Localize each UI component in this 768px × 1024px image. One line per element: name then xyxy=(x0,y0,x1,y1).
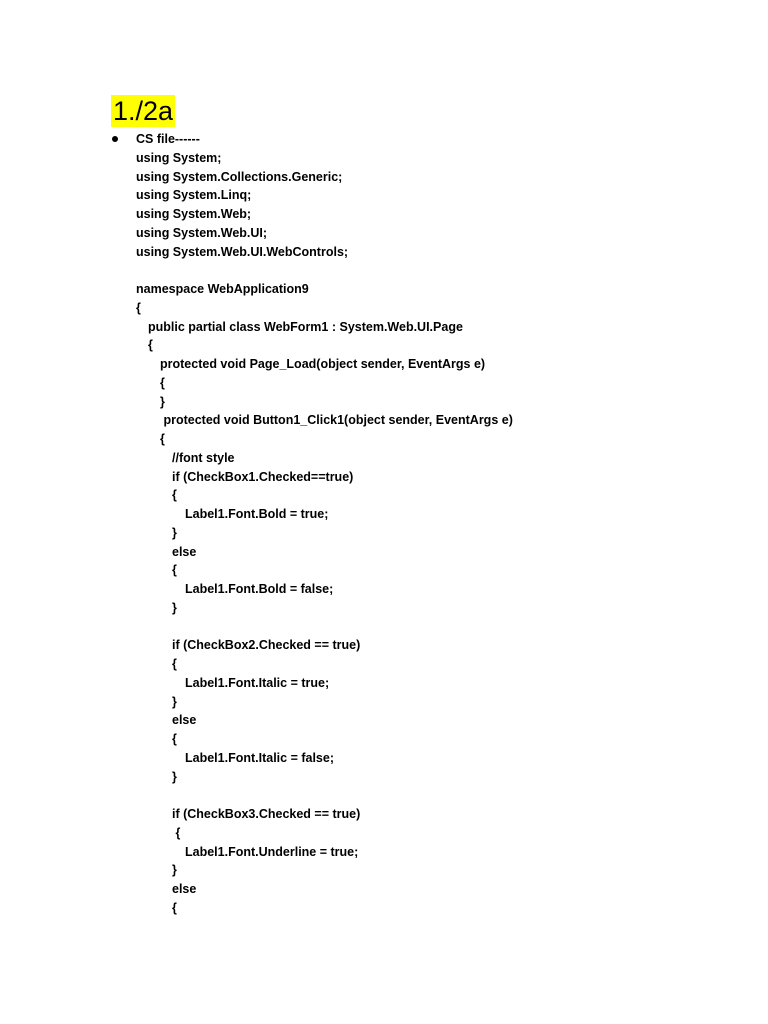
code-line: //font style xyxy=(172,450,235,465)
code-line: protected void Page_Load(object sender, EventArgs e) xyxy=(160,357,486,371)
code-line: namespace WebApplication9 xyxy=(136,282,309,296)
code-line: else xyxy=(172,544,197,559)
code-line: Label1.Font.Underline = true; xyxy=(185,844,359,859)
code-line: { xyxy=(172,732,177,746)
code-line: } xyxy=(172,863,177,878)
code-line: } xyxy=(172,694,177,709)
section-heading: 1./2a xyxy=(113,96,174,126)
code-line: if (CheckBox2.Checked == true) xyxy=(172,638,361,653)
code-line: { xyxy=(136,300,141,315)
code-line: } xyxy=(172,769,177,784)
code-line: if (CheckBox3.Checked == true) xyxy=(172,807,361,821)
code-line: { xyxy=(172,657,177,671)
code-line: { xyxy=(172,825,181,840)
code-line: using System.Web.UI.WebControls; xyxy=(136,244,349,259)
code-line: { xyxy=(148,338,153,353)
code-line: using System.Collections.Generic; xyxy=(136,169,343,184)
code-line: protected void Button1_Click1(object sender, EventArgs e) xyxy=(160,413,513,428)
code-listing xyxy=(0,130,768,918)
code-line: { xyxy=(160,432,165,446)
code-line: { xyxy=(160,375,165,390)
code-line: public partial class WebForm1 : System.Web.UI.Page xyxy=(148,319,463,334)
code-line: using System.Linq; xyxy=(136,188,252,203)
code-line: Label1.Font.Italic = true; xyxy=(185,675,330,690)
code-line: { xyxy=(172,488,177,503)
code-line: Label1.Font.Bold = true; xyxy=(185,507,329,521)
code-line: else xyxy=(172,713,197,728)
blank-line xyxy=(0,261,768,280)
code-line: { xyxy=(172,900,177,915)
code-line: Label1.Font.Italic = false; xyxy=(185,750,334,765)
code-line: CS file------ xyxy=(136,132,200,146)
code-line: Label1.Font.Bold = false; xyxy=(185,582,334,596)
code-line: } xyxy=(172,525,177,540)
blank-line xyxy=(0,786,768,805)
code-line: { xyxy=(172,563,177,578)
code-line: } xyxy=(160,394,165,409)
code-line: } xyxy=(172,600,177,615)
code-line: else xyxy=(172,882,197,896)
code-line: using System; xyxy=(136,150,222,165)
code-line: if (CheckBox1.Checked==true) xyxy=(172,469,354,484)
blank-line xyxy=(0,618,768,637)
code-line: using System.Web; xyxy=(136,207,252,221)
code-line: using System.Web.UI; xyxy=(136,225,268,240)
